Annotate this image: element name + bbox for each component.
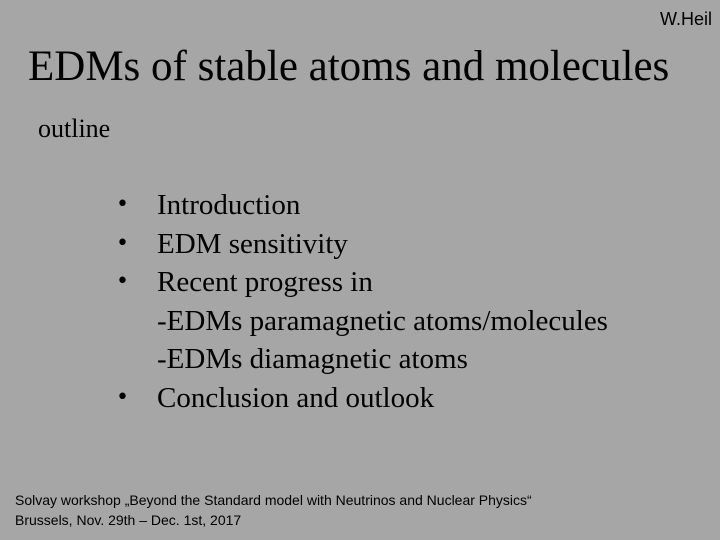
bullet-icon: • <box>116 192 129 217</box>
list-subitem-text: -EDMs diamagnetic atoms <box>157 343 468 375</box>
list-item-text: Conclusion and outlook <box>157 381 435 414</box>
slide-title: EDMs of stable atoms and molecules <box>28 43 670 90</box>
list-item <box>116 379 608 418</box>
list-item-text: Recent progress in <box>157 266 373 298</box>
list-subitem <box>116 302 608 341</box>
footer-line-location-date: Brussels, Nov. 29th – Dec. 1st, 2017 <box>15 512 242 528</box>
bullet-icon: • <box>116 230 129 256</box>
list-item <box>116 186 608 225</box>
list-item <box>116 225 608 264</box>
list-item-text: Introduction <box>157 189 301 221</box>
list-item <box>116 263 608 302</box>
slide-subtitle: outline <box>38 114 111 143</box>
outline-list <box>116 186 608 417</box>
footer <box>15 490 532 530</box>
list-subitem <box>116 340 608 379</box>
bullet-icon: • <box>116 384 129 410</box>
footer-line-workshop: Solvay workshop „Beyond the Standard model with Neutrinos and Nuclear Physics“ <box>15 492 532 508</box>
list-item-text: EDM sensitivity <box>157 227 348 260</box>
bullet-icon: • <box>116 269 129 294</box>
author-label: W.Heil <box>659 9 712 29</box>
list-subitem-text: -EDMs paramagnetic atoms/molecules <box>157 304 608 337</box>
